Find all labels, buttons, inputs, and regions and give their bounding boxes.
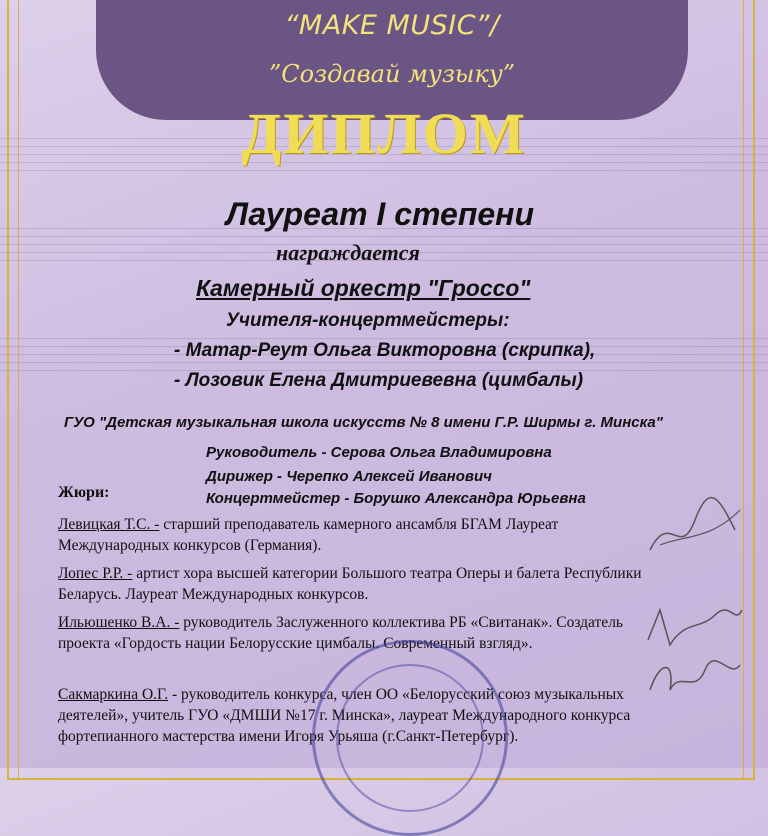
stamp-inner-ring — [336, 664, 484, 812]
school-name: ГУО "Детская музыкальная школа искусств № 8 имени Г.Р. Ширмы г. Минска" — [64, 414, 663, 431]
teachers-heading: Учителя-концертмейстеры: — [226, 310, 510, 331]
jury-member — [58, 514, 668, 556]
teacher-item: - Лозовик Елена Дмитриевевна (цимбалы) — [174, 370, 584, 391]
award-degree: Лауреат I степени — [226, 196, 535, 232]
staff-item: Руководитель - Серова Ольга Владимировна — [206, 444, 552, 461]
jury-member — [58, 563, 668, 605]
jury-member-name: Лопес Р.Р. - — [58, 565, 133, 582]
awarded-word: награждается — [276, 240, 420, 265]
staff-item: Дирижер - Черепко Алексей Иванович — [206, 468, 492, 485]
signature — [640, 490, 750, 570]
recipient-name: Камерный оркестр "Гроссо" — [196, 275, 531, 301]
jury-member-desc: артист хора высшей категории Большого театра Оперы и балета Республики Беларусь. Лауреат Международных конкурсов. — [58, 565, 642, 603]
jury-member-desc: руководитель Заслуженного коллектива РБ «Свитанак». Создатель проекта «Гордость нации Белорусские цимбалы. Современный взгляд». — [58, 614, 623, 652]
jury-member — [58, 612, 668, 654]
banner-title-ru: ”Создавай музыку” — [268, 60, 516, 88]
signature — [640, 650, 750, 710]
banner-title-en: “MAKE MUSIC”/ — [284, 10, 500, 41]
diploma-title: ДИПЛОМ — [241, 101, 527, 166]
jury-member-name: Сакмаркина О.Г. — [58, 686, 169, 703]
staff-item: Концертмейстер - Борушко Александра Юрьевна — [206, 490, 586, 507]
jury-heading: Жюри: — [58, 484, 110, 501]
jury-member-name: Левицкая Т.С. - — [58, 516, 160, 533]
jury-member-name: Ильюшенко В.А. - — [58, 614, 180, 631]
teacher-item: - Матар-Реут Ольга Викторовна (скрипка), — [174, 340, 596, 361]
jury-member-desc: - руководитель конкурса, член ОО «Белорусский союз музыкальных деятелей», учитель ГУО «ДМШИ №17 г. Минска», лауреат Международного конкурса фортепианного мастерства имени Игоря Урьяша (г.Санкт-Петербург). — [58, 686, 631, 745]
jury-member-desc: старший преподаватель камерного ансамбля БГАМ Лауреат Международных конкурсов (Германия). — [58, 516, 559, 554]
